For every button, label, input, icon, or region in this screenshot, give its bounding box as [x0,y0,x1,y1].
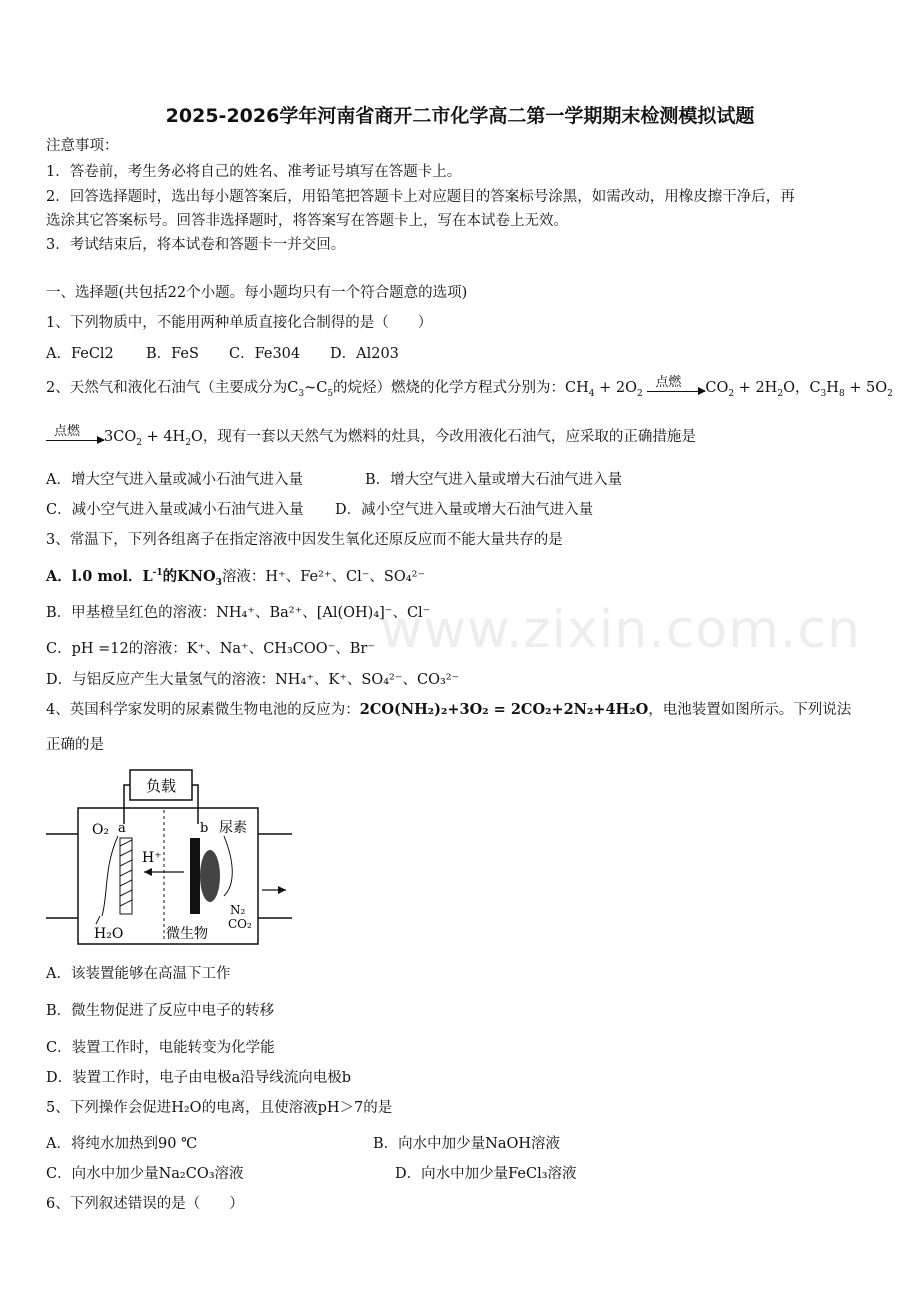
notice-item: 选涂其它答案标号。回答非选择题时，将答案写在答题卡上，写在本试卷上无效。 [46,213,568,229]
option-a: A．将纯水加热到90 ℃ [46,1136,198,1152]
reaction-arrow: 点燃 [647,379,705,397]
option-d: D．减小空气进入量或增大石油气进入量 [335,502,594,518]
question-stem: 6、下列叙述错误的是（ ） [46,1196,244,1212]
load-label: 负载 [145,777,177,795]
notice-item: 3．考试结束后，将本试卷和答题卡一并交回。 [46,237,346,253]
option-c: C．pH =12的溶液：K⁺、Na⁺、CH₃COO⁻、Br⁻ [46,641,376,657]
water-label: H₂O [94,926,124,942]
question-stem: 5、下列操作会促进H₂O的电离，且使溶液pH＞7的是 [46,1100,393,1116]
question-stem: 3、常温下，下列各组离子在指定溶液中因发生氧化还原反应而不能大量共存的是 [46,532,563,548]
page-title: 2025-2026学年河南省商开二市化学高二第一学期期末检测模拟试题 [165,105,755,127]
o2-label: O₂ [92,822,110,838]
notice-item: 1．答卷前，考生务必将自己的姓名、准考证号填写在答题卡上。 [46,164,462,180]
section-heading: 一、选择题(共包括22个小题。每小题均只有一个符合题意的选项) [46,285,468,301]
electrode-b-label: b [200,821,209,836]
option-a: A．增大空气进入量或减小石油气进入量 [46,472,303,488]
co2-label: CO₂ [228,917,252,931]
question-stem: 2、天然气和液化石油气（主要成分为$C_3\sim C_5$的烷烃）燃烧的化学方程式分别为：$CH_4 + 2O_2$ 点燃 $CO_2 + 2H_2O$，$C_3H_8 + 5O_2$ [46,375,893,399]
option-a: A．FeCl2 [46,346,114,362]
option-a: A．该装置能够在高温下工作 [46,966,231,982]
option-b: B．甲基橙呈红色的溶液：NH₄⁺、Ba²⁺、[Al(OH)₄]⁻、Cl⁻ [46,605,431,621]
option-c: C．Fe304 [229,346,301,362]
urea-label: 尿素 [219,820,247,836]
option-c: C．减小空气进入量或减小石油气进入量 [46,502,304,518]
urea-battery-diagram [44,766,294,946]
option-c: C．装置工作时，电能转变为化学能 [46,1040,275,1056]
n2-label: N₂ [230,903,246,917]
option-b: B．向水中加少量NaOH溶液 [373,1136,561,1152]
option-b: B．FeS [146,346,199,362]
proton-label: H⁺ [142,850,162,866]
option-b: B．增大空气进入量或增大石油气进入量 [365,472,623,488]
watermark: www.zixin.com.cn [380,600,861,660]
microbe-label: 微生物 [166,926,208,942]
option-d: D．装置工作时，电子由电极a沿导线流向电极b [46,1070,352,1086]
option-c: C．向水中加少量Na₂CO₃溶液 [46,1166,244,1182]
question-stem: 1、下列物质中，不能用两种单质直接化合制得的是（ ） [46,315,433,331]
question-stem: 4、英国科学家发明的尿素微生物电池的反应为：2CO(NH₂)₂+3O₂ = 2CO₂+2N₂+4H₂O，电池装置如图所示。下列说法 [46,701,852,718]
option-d: D．Al203 [330,346,399,362]
notice-heading: 注意事项： [46,138,119,154]
option-b: B．微生物促进了反应中电子的转移 [46,1003,275,1019]
option-d: D．向水中加少量FeCl₃溶液 [395,1166,577,1182]
notice-item: 2．回答选择题时，选出每小题答案后，用铅笔把答题卡上对应题目的答案标号涂黑，如需改动，用橡皮擦干净后，再 [46,189,795,205]
electrode-a-label: a [118,821,126,836]
question-stem: 正确的是 [46,737,104,753]
reaction-arrow: 点燃 [46,428,104,446]
option-d: D．与铝反应产生大量氢气的溶液：NH₄⁺、K⁺、SO₄²⁻、CO₃²⁻ [46,672,460,688]
option-a: A．l.0 mol．$L^{-1}$的$KNO_3$溶液：H⁺、Fe²⁺、Cl⁻、SO₄²⁻ [46,568,426,588]
question-stem: 点燃 $3CO_2 + 4H_2O$，现有一套以天然气为燃料的灶具，今改用液化石油气，应采取的正确措施是 [46,427,696,447]
